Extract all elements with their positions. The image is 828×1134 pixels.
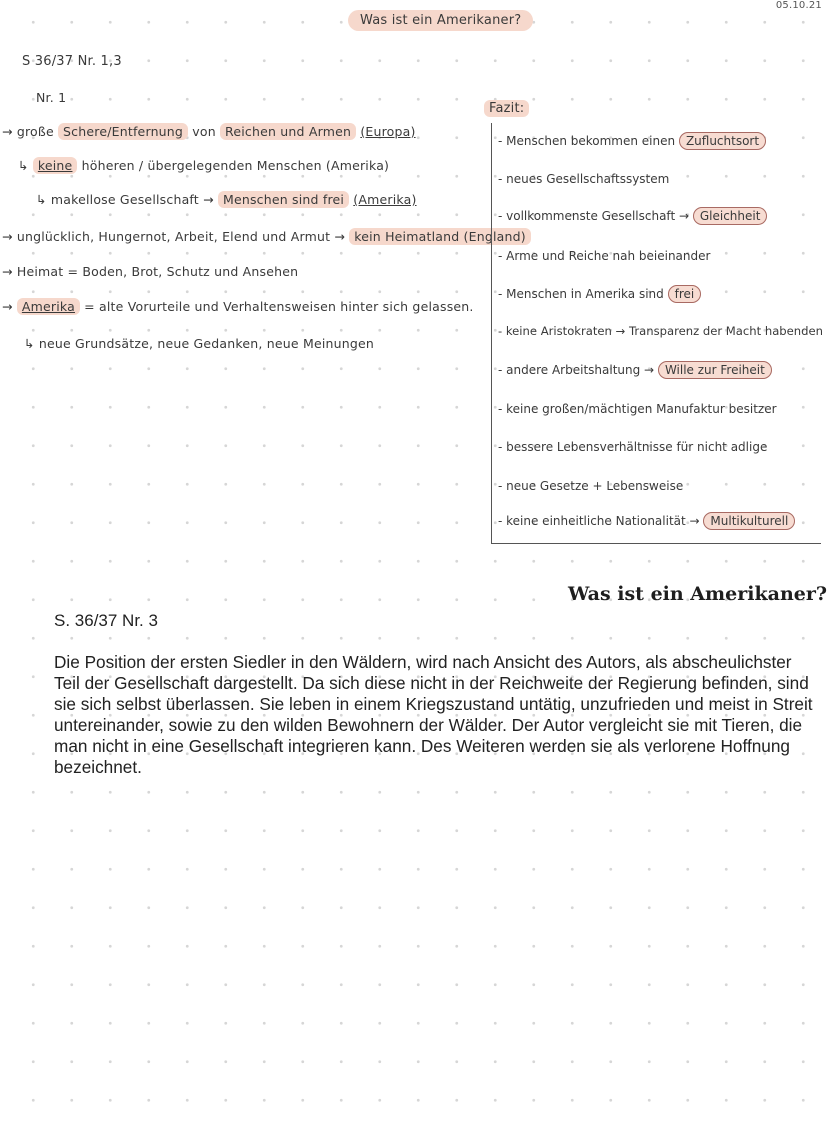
note-underlined: (Europa) [360, 124, 416, 139]
note-line-6 [2, 299, 474, 314]
fazit-item-text: - neue Gesetze + Lebensweise [498, 479, 684, 493]
note-text: = alte Vorurteile und Verhaltensweisen hinter sich gelassen. [84, 299, 474, 314]
fazit-item-text: - Menschen bekommen einen [498, 134, 676, 148]
typed-title: Was ist ein Amerikaner? [567, 583, 827, 605]
note-line-5: → Heimat = Boden, Brot, Schutz und Ansehen [2, 264, 299, 279]
note-highlight: kein Heimatland (England) [349, 228, 531, 245]
reference-label: S 36/37 Nr. 1,3 [22, 54, 122, 69]
fazit-item [498, 363, 772, 377]
note-text: → große [2, 124, 54, 139]
fazit-item [498, 172, 669, 186]
typed-reference: S. 36/37 Nr. 3 [54, 611, 158, 630]
note-text: von [192, 124, 216, 139]
fazit-item [498, 134, 766, 148]
fazit-item [498, 209, 767, 223]
note-highlight: Reichen und Armen [220, 123, 356, 140]
note-line-7: ↳ neue Grundsätze, neue Gedanken, neue Meinungen [24, 336, 375, 351]
note-text: höheren / übergelegenden Menschen (Amerika) [81, 158, 390, 173]
note-underlined: (Amerika) [353, 192, 417, 207]
fazit-item-text: - keine Aristokraten → Transparenz der Macht habenden [498, 324, 823, 338]
note-text: ↳ makellose Gesellschaft → [36, 192, 214, 207]
note-line-1 [2, 124, 416, 139]
fazit-item-mark: frei [668, 285, 702, 303]
note-line-4 [2, 229, 531, 244]
fazit-item-text: - vollkommenste Gesellschaft → [498, 209, 690, 223]
fazit-item-text: - keine großen/mächtigen Manufaktur besitzer [498, 402, 777, 416]
note-highlight: keine [33, 157, 78, 174]
note-text: → unglücklich, Hungernot, Arbeit, Elend und Armut → [2, 229, 346, 244]
fazit-item-text: - keine einheitliche Nationalität → [498, 514, 700, 528]
note-arrow: ↳ [18, 158, 29, 173]
fazit-item [498, 479, 683, 493]
typed-paragraph: Die Position der ersten Siedler in den Wäldern, wird nach Ansicht des Autors, als abscheulichster Teil der Gesellschaft dargestellt. Da sich diese nicht in der Reichweite der Regierung befinden, sind sie sich selbst überlassen. Sie leben in einem Kriegszustand untätig, unzufrieden und meist in Streit untereinander, sowie zu den wilden Bewohnern der Wälder. Der Autor vergleicht sie mit Tieren, die man nicht in eine Gesellschaft integrieren kann. Des Weiteren werden sie als verlorene Hoffnung bezeichnet. [54, 652, 813, 777]
fazit-item [498, 287, 701, 301]
note-highlight: Menschen sind frei [218, 191, 349, 208]
note-highlight: Amerika [17, 298, 80, 315]
fazit-item-text: - Menschen in Amerika sind [498, 287, 664, 301]
fazit-item-mark: Gleichheit [693, 207, 768, 225]
date-label: 05.10.21 [775, 0, 822, 11]
subheading: Nr. 1 [36, 90, 67, 105]
handwritten-title: Was ist ein Amerikaner? [348, 10, 533, 31]
fazit-item-text: - andere Arbeitshaltung → [498, 363, 655, 377]
note-line-2 [18, 158, 389, 173]
fazit-item-text: - neues Gesellschaftssystem [498, 172, 670, 186]
fazit-item-mark: Zufluchtsort [679, 132, 766, 150]
note-arrow: → [2, 299, 13, 314]
fazit-item-mark: Wille zur Freiheit [658, 361, 772, 379]
fazit-item [498, 440, 767, 454]
fazit-item-text: - Arme und Reiche nah beieinander [498, 249, 711, 263]
fazit-label: Fazit: [484, 100, 529, 117]
fazit-item [498, 324, 823, 338]
fazit-item [498, 514, 795, 528]
note-line-3 [36, 192, 417, 207]
fazit-item-text: - bessere Lebensverhältnisse für nicht adlige [498, 440, 768, 454]
fazit-item [498, 402, 777, 416]
fazit-item [498, 249, 710, 263]
note-highlight: Schere/Entfernung [58, 123, 188, 140]
fazit-item-mark: Multikulturell [703, 512, 795, 530]
